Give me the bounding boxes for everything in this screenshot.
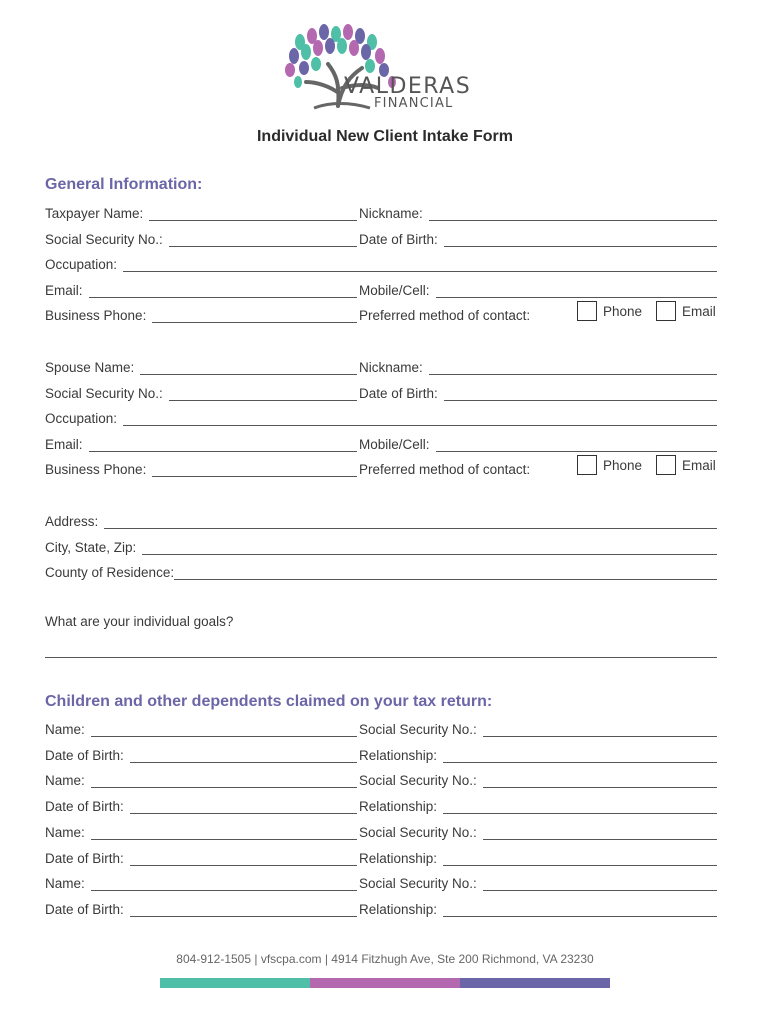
address-line[interactable] <box>104 515 717 529</box>
dependent-name-line[interactable] <box>91 826 357 840</box>
taxpayer-ssn-row <box>45 229 717 249</box>
dependent-3-dob-field[interactable] <box>45 848 357 866</box>
dependent-4-dob-row <box>45 899 717 919</box>
goals-label: What are your individual goals? <box>45 614 234 629</box>
dependent-relationship-label: Relationship: <box>359 851 438 866</box>
county-field[interactable] <box>45 562 717 580</box>
dependent-1-dob-row <box>45 745 717 765</box>
taxpayer-business-phone-row <box>45 305 717 325</box>
county-row <box>45 562 717 582</box>
taxpayer-ssn-field[interactable] <box>45 229 357 247</box>
spouse-nickname-line[interactable] <box>429 361 717 375</box>
dependent-ssn-line[interactable] <box>483 774 717 788</box>
taxpayer-preferred-label: Preferred method of contact: <box>359 308 531 323</box>
dependent-3-ssn-field[interactable] <box>359 822 717 840</box>
taxpayer-business-phone-label: Business Phone: <box>45 308 147 323</box>
taxpayer-phone-option[interactable] <box>577 301 642 321</box>
dependent-ssn-label: Social Security No.: <box>359 876 477 891</box>
taxpayer-occupation-line[interactable] <box>123 258 717 272</box>
taxpayer-email-row <box>45 280 717 300</box>
spouse-ssn-label: Social Security No.: <box>45 386 163 401</box>
taxpayer-email-option-label: Email <box>682 303 716 319</box>
dependent-name-line[interactable] <box>91 774 357 788</box>
taxpayer-phone-checkbox[interactable] <box>577 301 597 321</box>
dependent-4-name-field[interactable] <box>45 873 357 891</box>
spouse-email-label: Email: <box>45 437 83 452</box>
spouse-email-field[interactable] <box>45 434 357 452</box>
dependent-dob-line[interactable] <box>130 852 357 866</box>
logo-wordmark: VALDERAS <box>344 74 472 99</box>
spouse-email-option-label: Email <box>682 457 716 473</box>
goals-line[interactable] <box>45 644 717 658</box>
county-line[interactable] <box>174 566 717 580</box>
dependent-name-label: Name: <box>45 722 85 737</box>
taxpayer-dob-line[interactable] <box>444 233 717 247</box>
dependent-relationship-label: Relationship: <box>359 748 438 763</box>
county-label: County of Residence: <box>45 565 175 580</box>
spouse-phone-option[interactable] <box>577 455 642 475</box>
dependent-dob-label: Date of Birth: <box>45 799 124 814</box>
logo-subtitle: FINANCIAL <box>374 96 454 111</box>
footer-bar-magenta <box>310 978 460 988</box>
spouse-business-phone-field[interactable] <box>45 459 357 477</box>
dependent-ssn-label: Social Security No.: <box>359 825 477 840</box>
spouse-occupation-line[interactable] <box>123 412 717 426</box>
taxpayer-email-line[interactable] <box>89 284 357 298</box>
dependent-3-relationship-field[interactable] <box>359 848 717 866</box>
dependent-dob-line[interactable] <box>130 800 357 814</box>
dependent-1-ssn-field[interactable] <box>359 719 717 737</box>
spouse-name-row <box>45 357 717 377</box>
taxpayer-name-field[interactable] <box>45 203 357 221</box>
taxpayer-business-phone-line[interactable] <box>152 309 357 323</box>
dependent-1-relationship-field[interactable] <box>359 745 717 763</box>
dependent-name-line[interactable] <box>91 877 357 891</box>
dependent-name-label: Name: <box>45 876 85 891</box>
taxpayer-nickname-field[interactable] <box>359 203 717 221</box>
spouse-nickname-field[interactable] <box>359 357 717 375</box>
taxpayer-email-checkbox[interactable] <box>656 301 676 321</box>
spouse-dob-field[interactable] <box>359 383 717 401</box>
spouse-occupation-field[interactable] <box>45 408 717 426</box>
taxpayer-mobile-line[interactable] <box>436 284 717 298</box>
spouse-occupation-row <box>45 408 717 428</box>
address-row <box>45 511 717 531</box>
taxpayer-dob-field[interactable] <box>359 229 717 247</box>
dependent-name-label: Name: <box>45 825 85 840</box>
spouse-business-phone-row <box>45 459 717 479</box>
address-label: Address: <box>45 514 99 529</box>
dependent-2-dob-row <box>45 796 717 816</box>
dependent-dob-label: Date of Birth: <box>45 902 124 917</box>
taxpayer-email-label: Email: <box>45 283 83 298</box>
dependent-relationship-line[interactable] <box>443 852 717 866</box>
goals-question <box>45 614 717 634</box>
dependent-ssn-label: Social Security No.: <box>359 773 477 788</box>
taxpayer-business-phone-field[interactable] <box>45 305 357 323</box>
dependent-2-name-field[interactable] <box>45 770 357 788</box>
spouse-email-row <box>45 434 717 454</box>
spouse-ssn-line[interactable] <box>169 387 357 401</box>
spouse-email-line[interactable] <box>89 438 357 452</box>
dependents-heading: Children and other dependents claimed on your tax return: <box>45 693 493 710</box>
spouse-occupation-label: Occupation: <box>45 411 118 426</box>
dependent-4-relationship-field[interactable] <box>359 899 717 917</box>
dependent-dob-label: Date of Birth: <box>45 851 124 866</box>
taxpayer-occupation-row <box>45 254 717 274</box>
spouse-preferred-label: Preferred method of contact: <box>359 462 531 477</box>
dependent-ssn-line[interactable] <box>483 826 717 840</box>
dependent-relationship-line[interactable] <box>443 800 717 814</box>
dependent-2-ssn-field[interactable] <box>359 770 717 788</box>
taxpayer-occupation-label: Occupation: <box>45 257 118 272</box>
dependent-4-name-row <box>45 873 717 893</box>
dependent-2-relationship-field[interactable] <box>359 796 717 814</box>
dependent-1-name-row <box>45 719 717 739</box>
dependent-3-name-row <box>45 822 717 842</box>
taxpayer-phone-option-label: Phone <box>603 303 643 319</box>
taxpayer-occupation-field[interactable] <box>45 254 717 272</box>
dependent-ssn-label: Social Security No.: <box>359 722 477 737</box>
page-title: Individual New Client Intake Form <box>256 128 514 145</box>
spouse-dob-line[interactable] <box>444 387 717 401</box>
dependent-2-dob-field[interactable] <box>45 796 357 814</box>
spouse-email-checkbox[interactable] <box>656 455 676 475</box>
spouse-ssn-row <box>45 383 717 403</box>
spouse-business-phone-label: Business Phone: <box>45 462 147 477</box>
dependent-relationship-line[interactable] <box>443 903 717 917</box>
spouse-ssn-field[interactable] <box>45 383 357 401</box>
taxpayer-preferred-contact <box>359 305 579 323</box>
spouse-dob-label: Date of Birth: <box>359 386 438 401</box>
dependent-4-ssn-field[interactable] <box>359 873 717 891</box>
dependent-1-dob-field[interactable] <box>45 745 357 763</box>
taxpayer-name-line[interactable] <box>149 207 357 221</box>
spouse-business-phone-line[interactable] <box>152 463 357 477</box>
spouse-preferred-contact <box>359 459 579 477</box>
goals-field[interactable] <box>45 640 717 658</box>
dependent-dob-line[interactable] <box>130 749 357 763</box>
city-state-zip-label: City, State, Zip: <box>45 540 137 555</box>
city-state-zip-line[interactable] <box>142 541 717 555</box>
spouse-email-option[interactable] <box>656 455 716 475</box>
spouse-phone-checkbox[interactable] <box>577 455 597 475</box>
dependent-name-line[interactable] <box>91 723 357 737</box>
taxpayer-name-row <box>45 203 717 223</box>
dependent-relationship-line[interactable] <box>443 749 717 763</box>
dependent-ssn-line[interactable] <box>483 877 717 891</box>
general-information-heading: General Information: <box>45 176 203 193</box>
dependent-4-dob-field[interactable] <box>45 899 357 917</box>
spouse-name-line[interactable] <box>140 361 357 375</box>
address-field[interactable] <box>45 511 717 529</box>
dependent-dob-label: Date of Birth: <box>45 748 124 763</box>
spouse-name-field[interactable] <box>45 357 357 375</box>
dependent-ssn-line[interactable] <box>483 723 717 737</box>
taxpayer-mobile-label: Mobile/Cell: <box>359 283 430 298</box>
dependent-dob-line[interactable] <box>130 903 357 917</box>
taxpayer-dob-label: Date of Birth: <box>359 232 438 247</box>
goals-answer-row <box>45 640 717 660</box>
dependent-relationship-label: Relationship: <box>359 799 438 814</box>
dependent-3-dob-row <box>45 848 717 868</box>
footer-bar-teal <box>160 978 310 988</box>
dependent-2-name-row <box>45 770 717 790</box>
spouse-mobile-line[interactable] <box>436 438 717 452</box>
spouse-name-label: Spouse Name: <box>45 360 135 375</box>
dependent-1-name-field[interactable] <box>45 719 357 737</box>
city-state-zip-field[interactable] <box>45 537 717 555</box>
taxpayer-name-label: Taxpayer Name: <box>45 206 144 221</box>
taxpayer-nickname-label: Nickname: <box>359 206 423 221</box>
spouse-mobile-label: Mobile/Cell: <box>359 437 430 452</box>
taxpayer-mobile-field[interactable] <box>359 280 717 298</box>
dependent-3-name-field[interactable] <box>45 822 357 840</box>
taxpayer-ssn-label: Social Security No.: <box>45 232 163 247</box>
spouse-phone-option-label: Phone <box>603 457 643 473</box>
spouse-nickname-label: Nickname: <box>359 360 423 375</box>
taxpayer-email-option[interactable] <box>656 301 716 321</box>
dependent-name-label: Name: <box>45 773 85 788</box>
spouse-mobile-field[interactable] <box>359 434 717 452</box>
taxpayer-nickname-line[interactable] <box>429 207 717 221</box>
taxpayer-email-field[interactable] <box>45 280 357 298</box>
taxpayer-ssn-line[interactable] <box>169 233 357 247</box>
footer-contact: 804-912-1505 | vfscpa.com | 4914 Fitzhugh Ave, Ste 200 Richmond, VA 23230 <box>176 952 594 966</box>
footer-bar-purple <box>460 978 610 988</box>
city-state-zip-row <box>45 537 717 557</box>
dependent-relationship-label: Relationship: <box>359 902 438 917</box>
